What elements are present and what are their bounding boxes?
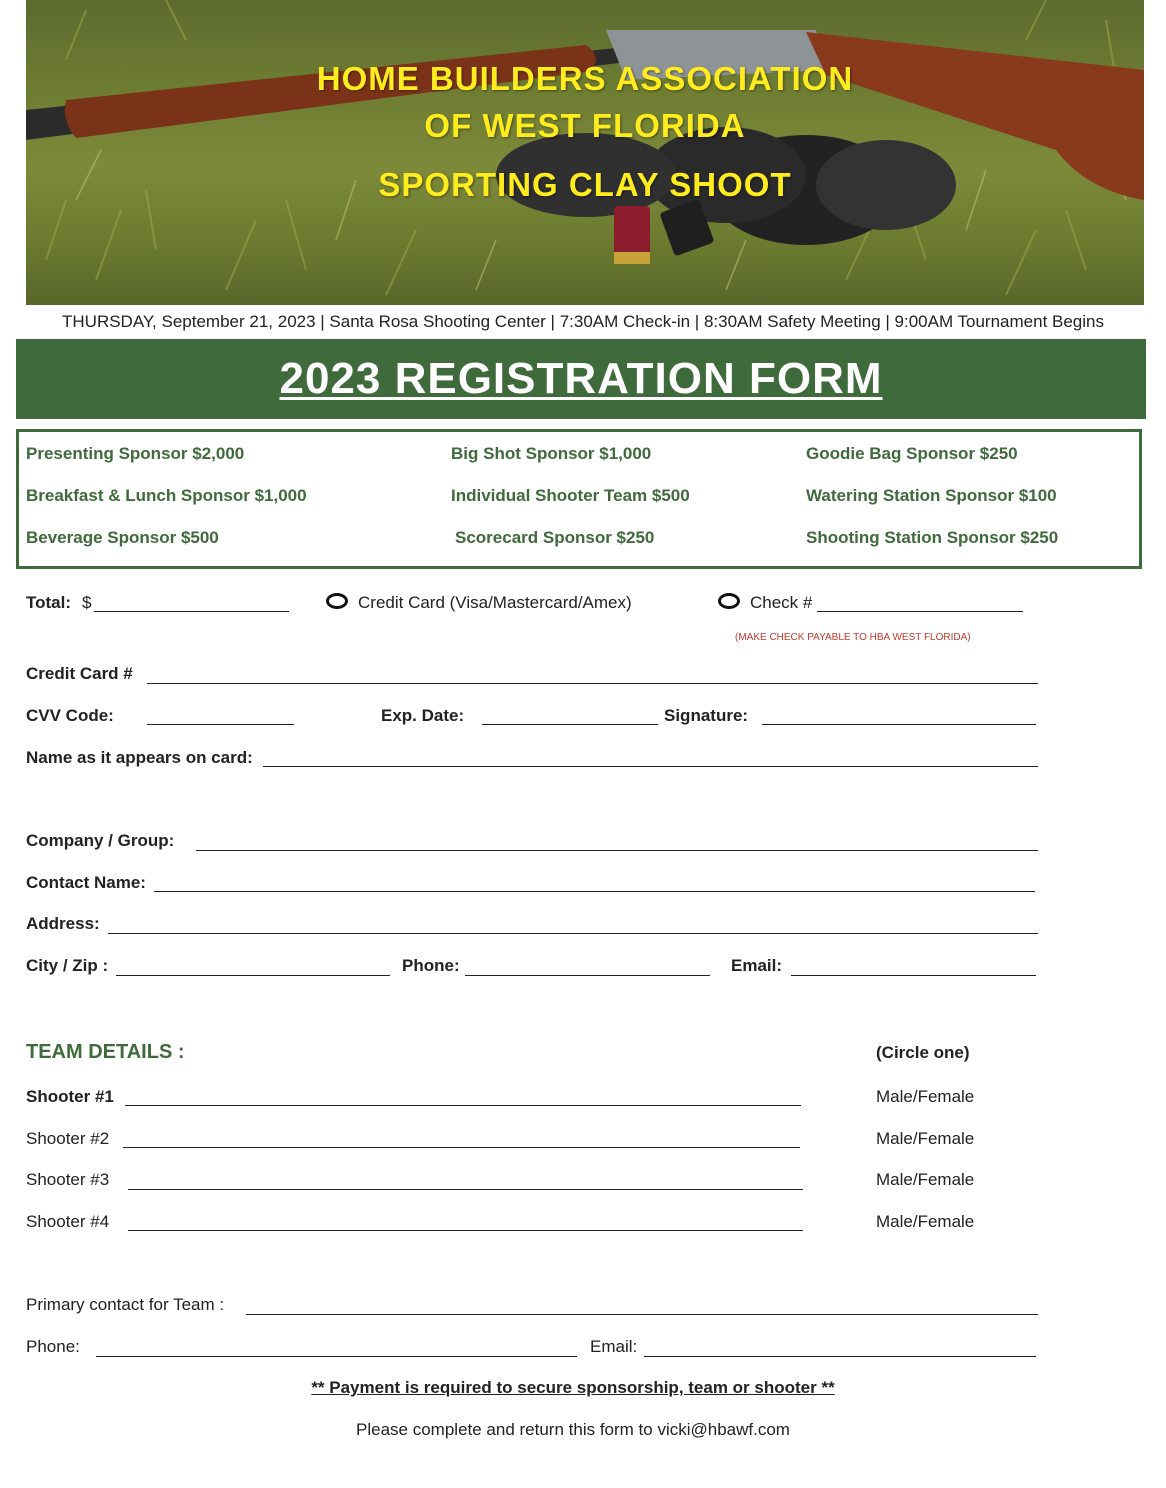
phone-field[interactable] bbox=[465, 975, 710, 976]
payment-notice: ** Payment is required to secure sponsorship, team or shooter ** bbox=[311, 1378, 835, 1397]
check-option-label: Check # bbox=[750, 593, 813, 612]
shooter-1-label: Shooter #1 bbox=[26, 1087, 114, 1106]
hero-image bbox=[26, 0, 1144, 305]
form-title: 2023 REGISTRATION FORM bbox=[279, 354, 883, 403]
circle-one-note: (Circle one) bbox=[876, 1043, 970, 1062]
credit-card-number-label: Credit Card # bbox=[26, 664, 133, 683]
shooter-3-field[interactable] bbox=[128, 1189, 803, 1190]
contact-name-field[interactable] bbox=[154, 891, 1035, 892]
primary-contact-label: Primary contact for Team : bbox=[26, 1295, 225, 1314]
team-email-field[interactable] bbox=[644, 1356, 1036, 1357]
name-on-card-field[interactable] bbox=[263, 766, 1038, 767]
sponsor-option: Watering Station Sponsor $100 bbox=[806, 486, 1057, 505]
shooter-1-gender[interactable]: Male/Female bbox=[876, 1087, 975, 1106]
hero-title-line-1: HOME BUILDERS ASSOCIATION bbox=[316, 60, 854, 97]
event-details: THURSDAY, September 21, 2023 | Santa Rosa Shooting Center | 7:30AM Check-in | 8:30AM Safety Meeting | 9:00AM Tournament Begins bbox=[62, 312, 1104, 331]
cvv-label: CVV Code: bbox=[26, 706, 114, 725]
sponsor-option: Goodie Bag Sponsor $250 bbox=[806, 444, 1018, 463]
email-field[interactable] bbox=[791, 975, 1036, 976]
sponsor-option: Shooting Station Sponsor $250 bbox=[806, 528, 1059, 547]
shooter-4-field[interactable] bbox=[128, 1230, 803, 1231]
company-label: Company / Group: bbox=[26, 831, 175, 850]
check-payable-note: (MAKE CHECK PAYABLE TO HBA WEST FLORIDA) bbox=[735, 632, 971, 643]
shooter-2-label: Shooter #2 bbox=[26, 1129, 110, 1148]
total-label: Total: bbox=[26, 593, 72, 612]
address-field[interactable] bbox=[108, 933, 1038, 934]
team-phone-label: Phone: bbox=[26, 1337, 80, 1356]
email-label: Email: bbox=[731, 956, 783, 975]
sponsor-option: Individual Shooter Team $500 bbox=[451, 486, 690, 505]
sponsor-option: Breakfast & Lunch Sponsor $1,000 bbox=[26, 486, 307, 505]
shooter-3-label: Shooter #3 bbox=[26, 1170, 110, 1189]
hero-title-line-2: OF WEST FLORIDA bbox=[424, 107, 746, 144]
shooter-4-gender[interactable]: Male/Female bbox=[876, 1212, 975, 1231]
contact-name-label: Contact Name: bbox=[26, 873, 146, 892]
dollar-sign: $ bbox=[82, 593, 92, 612]
form-title-banner bbox=[16, 339, 1146, 419]
sponsor-option: Big Shot Sponsor $1,000 bbox=[451, 444, 652, 463]
city-zip-label: City / Zip : bbox=[26, 956, 109, 975]
sponsor-option: Beverage Sponsor $500 bbox=[26, 528, 219, 547]
team-phone-field[interactable] bbox=[96, 1356, 577, 1357]
sponsorship-options-box bbox=[16, 429, 1142, 569]
sponsor-option: Scorecard Sponsor $250 bbox=[455, 528, 655, 547]
credit-card-radio[interactable] bbox=[326, 593, 348, 609]
check-number-field[interactable] bbox=[817, 611, 1023, 612]
signature-label: Signature: bbox=[664, 706, 749, 725]
shooter-4-label: Shooter #4 bbox=[26, 1212, 110, 1231]
return-instructions: Please complete and return this form to vicki@hbawf.com bbox=[356, 1420, 790, 1439]
name-on-card-label: Name as it appears on card: bbox=[26, 748, 253, 767]
credit-card-number-field[interactable] bbox=[147, 683, 1038, 684]
cvv-field[interactable] bbox=[147, 724, 294, 725]
company-field[interactable] bbox=[196, 850, 1038, 851]
shotgun-and-clays-illustration bbox=[26, 0, 1144, 305]
total-field[interactable] bbox=[94, 611, 289, 612]
hero-title-line-3: SPORTING CLAY SHOOT bbox=[378, 166, 792, 203]
exp-date-field[interactable] bbox=[482, 724, 658, 725]
phone-label: Phone: bbox=[402, 956, 460, 975]
city-zip-field[interactable] bbox=[116, 975, 390, 976]
signature-field[interactable] bbox=[762, 724, 1036, 725]
team-email-label: Email: bbox=[590, 1337, 638, 1356]
check-radio[interactable] bbox=[718, 593, 740, 609]
shooter-2-gender[interactable]: Male/Female bbox=[876, 1129, 975, 1148]
primary-contact-field[interactable] bbox=[246, 1314, 1038, 1315]
credit-card-option-label: Credit Card (Visa/Mastercard/Amex) bbox=[358, 593, 632, 612]
sponsor-option: Presenting Sponsor $2,000 bbox=[26, 444, 245, 463]
address-label: Address: bbox=[26, 914, 100, 933]
exp-date-label: Exp. Date: bbox=[381, 706, 465, 725]
shooter-1-field[interactable] bbox=[125, 1105, 801, 1106]
shooter-3-gender[interactable]: Male/Female bbox=[876, 1170, 975, 1189]
shooter-2-field[interactable] bbox=[123, 1147, 800, 1148]
team-details-title: TEAM DETAILS : bbox=[26, 1041, 185, 1063]
